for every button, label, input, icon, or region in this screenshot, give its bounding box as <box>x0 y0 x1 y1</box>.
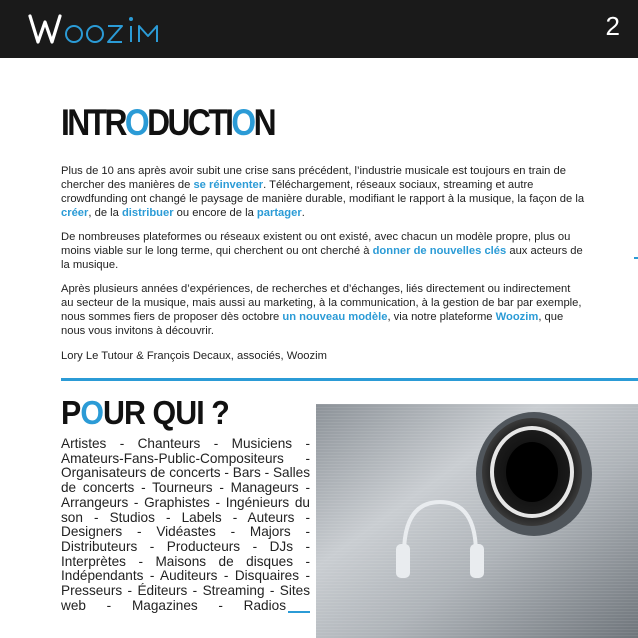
text-run: . Téléchargement, réseaux sociaux, streaming et autre crowdfunding ont changé le paysage de manière durable, modifiant le rapport à la musique, la façon de la <box>61 179 585 205</box>
page-number: 2 <box>605 11 620 41</box>
intro-paragraph-3 <box>61 282 585 338</box>
audience-text: Artistes - Chanteurs - Musiciens - Amateurs-Fans-Public-Compositeurs - Organisateurs de concerts - Bars - Salles de concerts - Tourneurs - Manageurs - Arrangeurs - Graphistes - Ingénieurs du son - Studios - Labels - Auteurs - Designers - Vidéastes - Majors - Distributeurs - Producteurs - DJs - Interprètes - Maisons de disques - Indépendants - Auditeurs - Disquaires - Presseurs - Éditeurs - Streaming - Sites web - Magazines - Radios <box>61 436 310 613</box>
title-part: P <box>61 394 81 431</box>
signature-line: Lory Le Tutour & François Decaux, associés, Woozim <box>61 350 327 362</box>
highlight-text: donner de nouvelles clés <box>372 245 507 257</box>
title-part-accent: O <box>231 102 254 143</box>
title-part: INTR <box>61 102 125 143</box>
text-run: . <box>301 207 305 219</box>
title-part-accent: O <box>124 102 148 143</box>
text-run: aux acteurs de la musique. <box>61 245 583 271</box>
highlight-text: Woozim <box>495 311 539 323</box>
text-run: ou encore de la <box>173 207 257 219</box>
intro-paragraph-1 <box>61 164 585 220</box>
title-part: UR QUI ? <box>103 394 229 431</box>
pour-qui-title <box>61 396 229 429</box>
highlight-text: distribuer <box>121 207 174 219</box>
accent-underline <box>288 611 310 613</box>
highlight-text: se réinventer <box>193 179 264 191</box>
text-run: De nombreuses plateformes ou réseaux existent ou ont existé, avec chacun un modèle propre, plus ou moins viable sur le long terme, qui cherchent ou ont cherché à <box>61 231 571 257</box>
text-run: , que nous vous invitons à découvrir. <box>61 311 564 337</box>
text-run: Après plusieurs années d’expériences, de recherches et d’échanges, liés directement ou indirectement au secteur de la musique, mais aussi au marketing, à la communication, à la gestion de bar par exemple, nous sommes fiers de proposer dès octobre <box>61 283 582 323</box>
margin-accent-mark <box>634 257 638 259</box>
highlight-text: créer <box>61 207 89 219</box>
audience-list <box>61 437 310 613</box>
text-run: , via notre plateforme <box>387 311 496 323</box>
text-run: Plus de 10 ans après avoir subit une crise sans précédent, l’industrie musicale est toujours en train de chercher des manières de <box>61 165 566 191</box>
intro-paragraph-2 <box>61 230 585 272</box>
photo-illustration <box>316 404 638 638</box>
headphone-jack-photo <box>316 404 638 638</box>
highlight-text: un nouveau modèle <box>282 311 388 323</box>
title-part-accent: O <box>80 394 104 431</box>
text-run: , de la <box>88 207 122 219</box>
introduction-title <box>61 104 274 141</box>
section-divider <box>61 378 638 381</box>
header-bar <box>0 0 638 58</box>
title-part: N <box>253 102 274 143</box>
title-part: DUCTI <box>147 102 232 143</box>
highlight-text: partager <box>256 207 302 219</box>
woozim-logo <box>28 8 178 50</box>
